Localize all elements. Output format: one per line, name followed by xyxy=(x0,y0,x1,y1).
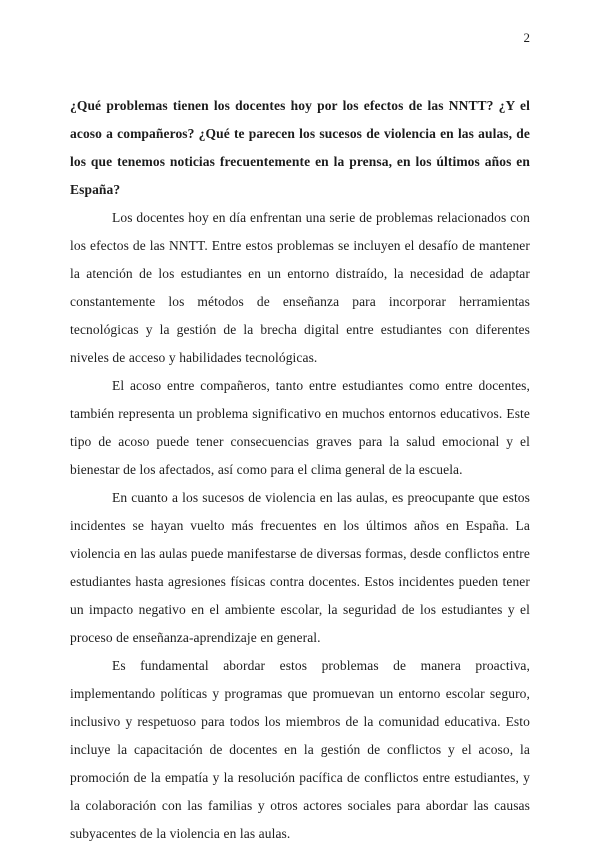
paragraph-acoso: El acoso entre compañeros, tanto entre estudiantes como entre docentes, también representa un problema significativo en muchos entornos educativos. Este tipo de acoso puede tener consecuencias graves para la salud emocional y el bienestar de los afectados, así como para el clima general de la escuela. xyxy=(70,378,530,477)
paragraph-nntt-effects: Los docentes hoy en día enfrentan una serie de problemas relacionados con los efectos de las NNTT. Entre estos problemas se incluyen el desafío de mantener la atención de los estudiantes en un entorno distraído, la necesidad de adaptar constantemente los métodos de enseñanza para incorporar herramientas tecnológicas y la gestión de la brecha digital entre estudiantes con diferentes niveles de acceso y habilidades tecnológicas. xyxy=(70,210,530,365)
page-number: 2 xyxy=(523,30,530,45)
question-heading: ¿Qué problemas tienen los docentes hoy por los efectos de las NNTT? ¿Y el acoso a compañeros? ¿Qué te parecen los sucesos de violencia en las aulas, de los que tenemos noticias frecuentemente en la prensa, en los últimos años en España? xyxy=(70,98,530,197)
paragraph-conclusion: Es fundamental abordar estos problemas de manera proactiva, implementando políticas y programas que promuevan un entorno escolar seguro, inclusivo y respetuoso para todos los miembros de la comunidad educativa. Esto incluye la capacitación de docentes en la gestión de conflictos y el acoso, la promoción de la empatía y la resolución pacífica de conflictos entre estudiantes, y la colaboración con las familias y otros actores sociales para abordar las causas subyacentes de la violencia en las aulas. xyxy=(70,658,530,841)
paragraph-violencia-aulas: En cuanto a los sucesos de violencia en las aulas, es preocupante que estos incidentes se hayan vuelto más frecuentes en los últimos años en España. La violencia en las aulas puede manifestarse de diversas formas, desde conflictos entre estudiantes hasta agresiones físicas contra docentes. Estos incidentes pueden tener un impacto negativo en el ambiente escolar, la seguridad de los estudiantes y el proceso de enseñanza-aprendizaje en general. xyxy=(70,490,530,645)
